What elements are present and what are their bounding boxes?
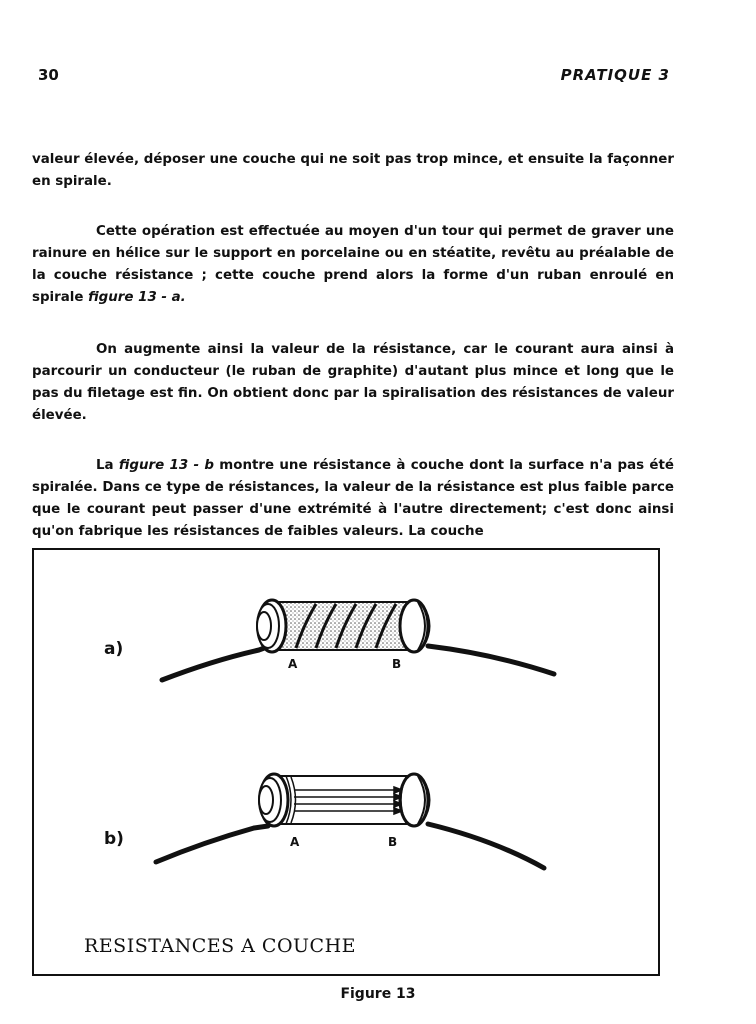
running-head: PRATIQUE 3 [560, 66, 670, 84]
figure-ref-13a: figure 13 - a. [88, 290, 186, 305]
page-number: 30 [38, 66, 59, 84]
resistor-b-plain [156, 774, 544, 868]
resistor-b-lead-left [156, 826, 268, 862]
paragraph-2-text: Cette opération est effectuée au moyen d'un tour qui permet de graver une rainure en hélice sur le support en porcelaine ou en stéatite, revêtu au préalable de la couche résistance ; cette couche prend alors la forme d'un ruban enroulé en spirale [32, 224, 674, 305]
figure-ref-13b: figure 13 - b [118, 458, 214, 473]
terminal-a-top: A [288, 657, 298, 671]
paragraph-4-start: La [96, 458, 119, 473]
paragraph-4-rest: montre une résistance à couche dont la surface n'a pas été spiralée. Dans ce type de résistances, la valeur de la résistance est plus faible parce que le courant peut passer d'une extrémité à l'autre directement; c'est donc ainsi qu'on fabrique les résistances de faibles valeurs. La couche [32, 458, 674, 539]
figure-caption: Figure 13 [340, 986, 416, 1002]
paragraph-3-text: On augmente ainsi la valeur de la résistance, car le courant aura ainsi à parcourir un conducteur (le ruban de graphite) d'autant plus mince et long que le pas du filetage est fin. On obtient donc par la spiralisation des résistances de valeur élevée. [32, 342, 674, 423]
resistor-a-lead-right [428, 646, 554, 674]
label-b: b) [104, 829, 124, 849]
paragraph-1: valeur élevée, déposer une couche qui ne soit pas trop mince, et ensuite la façonner en spirale. [32, 152, 674, 189]
resistor-illustration [34, 550, 662, 978]
terminal-a-bottom: A [290, 835, 300, 849]
paragraph-3 [32, 339, 674, 427]
paragraph-4 [32, 455, 674, 543]
label-a: a) [104, 639, 124, 659]
resistor-a-lead-left [162, 646, 270, 680]
resistor-b-lead-right [428, 824, 544, 868]
figure-title: RESISTANCES A COUCHE [84, 935, 357, 957]
terminal-b-bottom: B [388, 835, 398, 849]
resistor-a-spiral [162, 600, 554, 680]
figure-13-box [32, 548, 660, 976]
terminal-b-top: B [392, 657, 402, 671]
paragraph-2 [32, 221, 674, 309]
